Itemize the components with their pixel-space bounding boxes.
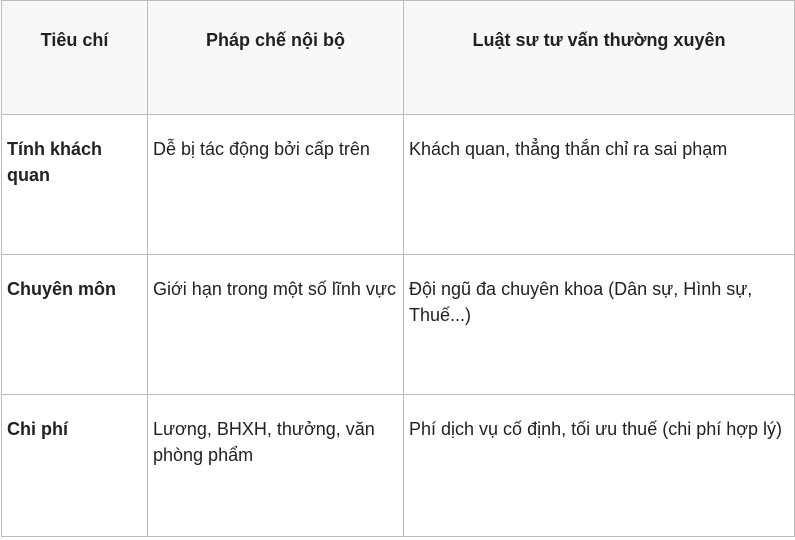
table-row [2,115,795,255]
row-criterion-cell [2,395,148,537]
row-criterion-cell [2,255,148,395]
comparison-table [1,0,795,537]
row-retained-lawyer-value: Khách quan, thẳng thắn chỉ ra sai phạm [409,139,728,159]
header-retained-lawyer: Luật sư tư vấn thường xuyên [404,1,795,115]
row-in-house-cell [148,395,404,537]
row-in-house-value: Giới hạn trong một số lĩnh vực [153,279,396,299]
header-criterion: Tiêu chí [2,1,148,115]
table-header [2,1,795,115]
row-criterion: Tính khách quan [7,139,103,185]
row-in-house-value: Dễ bị tác động bởi cấp trên [153,139,370,159]
row-in-house-value: Lương, BHXH, thưởng, văn phòng phẩm [153,419,375,465]
row-retained-lawyer-value: Đội ngũ đa chuyên khoa (Dân sự, Hình sự, Thuế...) [409,279,753,325]
header-row [2,1,795,115]
table-row [2,395,795,537]
row-retained-lawyer-cell [404,115,795,255]
row-retained-lawyer-cell [404,395,795,537]
header-in-house-legal: Pháp chế nội bộ [148,1,404,115]
table-row [2,255,795,395]
row-retained-lawyer-value: Phí dịch vụ cố định, tối ưu thuế (chi phí hợp lý) [409,419,783,439]
row-in-house-cell [148,255,404,395]
row-retained-lawyer-cell [404,255,795,395]
row-criterion-cell [2,115,148,255]
row-criterion: Chi phí [7,419,68,439]
row-criterion: Chuyên môn [7,279,117,299]
table-body [2,115,795,537]
row-in-house-cell [148,115,404,255]
